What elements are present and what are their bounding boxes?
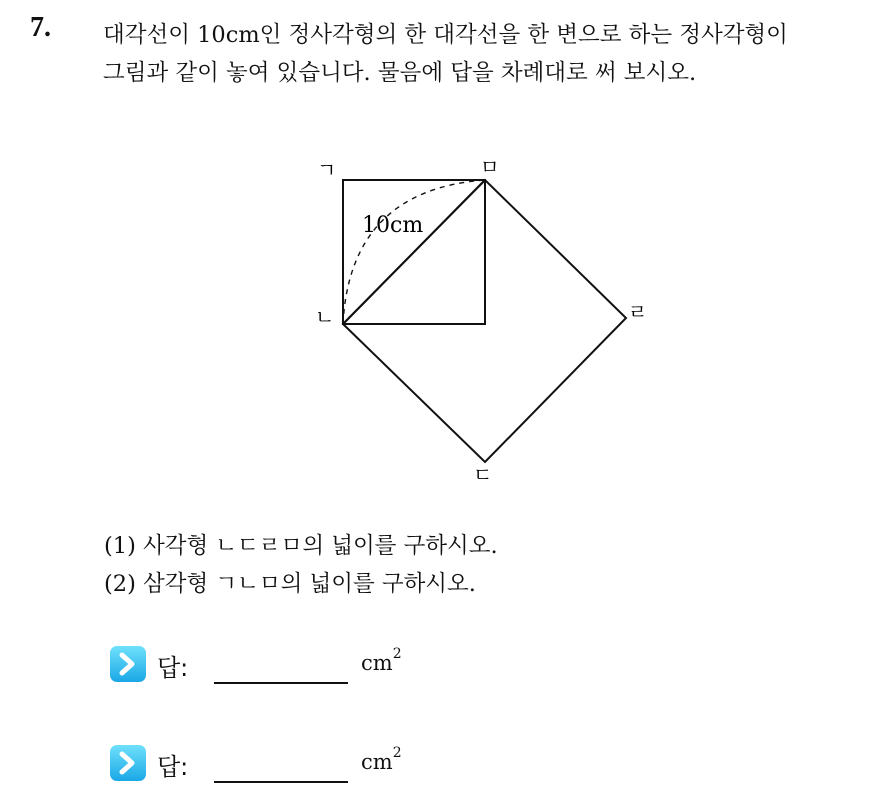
vertex-label-giyeok: ㄱ bbox=[317, 158, 337, 182]
unit-text: cm bbox=[361, 651, 393, 675]
answer-unit bbox=[361, 745, 402, 774]
vertex-label-mieum: ㅁ bbox=[480, 155, 500, 179]
answer-row-1 bbox=[110, 646, 510, 690]
answer-unit bbox=[361, 646, 402, 675]
question-text-line-2: 그림과 같이 놓여 있습니다. 물음에 답을 차례대로 써 보시오. bbox=[103, 60, 697, 86]
unit-exponent: 2 bbox=[392, 745, 402, 761]
answer-blank-2[interactable] bbox=[214, 781, 348, 783]
answer-label: 답: bbox=[157, 753, 189, 781]
unit-exponent: 2 bbox=[392, 646, 402, 662]
question-text-line-1: 대각선이 10cm인 정사각형의 한 대각선을 한 변으로 하는 정사각형이 bbox=[103, 22, 788, 48]
answer-arrow-icon bbox=[110, 745, 146, 781]
diagonal-length-label: 10cm bbox=[362, 213, 424, 238]
answer-row-2 bbox=[110, 745, 510, 789]
subquestion-1: (1) 사각형 ㄴㄷㄹㅁ의 넓이를 구하시오. bbox=[104, 533, 498, 559]
vertex-label-digeut: ㄷ bbox=[473, 463, 493, 487]
vertex-label-rieul: ㄹ bbox=[628, 300, 648, 324]
answer-arrow-icon bbox=[110, 646, 146, 682]
unit-text: cm bbox=[361, 750, 393, 774]
subquestion-2: (2) 삼각형 ㄱㄴㅁ의 넓이를 구하시오. bbox=[104, 571, 476, 597]
answer-label: 답: bbox=[157, 654, 189, 682]
question-number: 7. bbox=[30, 12, 51, 43]
vertex-label-nieun: ㄴ bbox=[315, 305, 335, 329]
answer-blank-1[interactable] bbox=[214, 682, 348, 684]
